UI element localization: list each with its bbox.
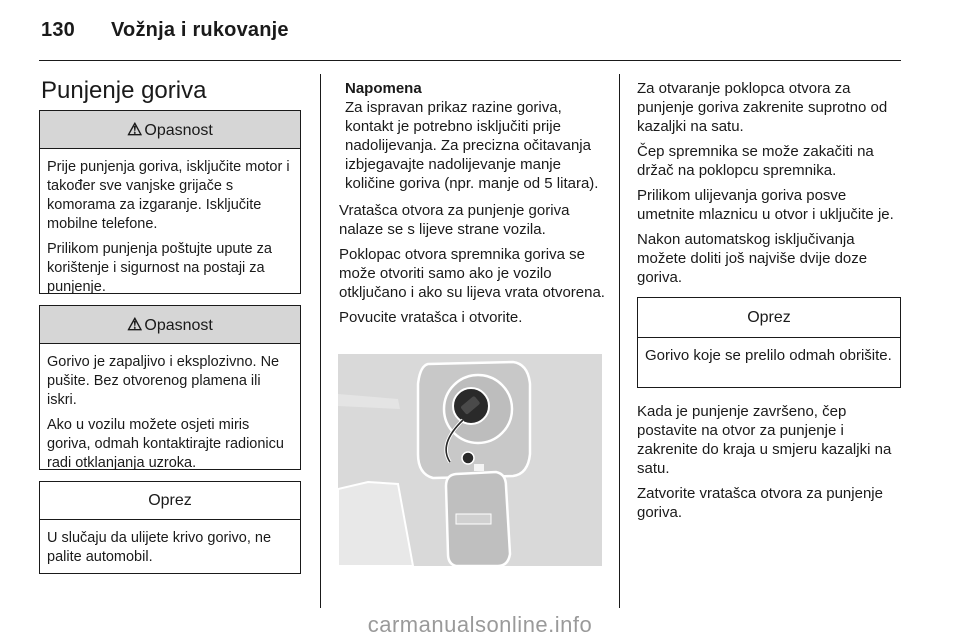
fuel-filler-drawing bbox=[338, 354, 602, 566]
chapter-title: Vožnja i rukovanje bbox=[111, 19, 289, 41]
right-column-top bbox=[637, 79, 903, 293]
danger-box-2-text-1: Gorivo je zapaljivo i eksplozivno. Ne pušite. Bez otvorenog plamena ili iskri. bbox=[47, 354, 280, 408]
danger-box-1-text-1: Prije punjenja goriva, isključite motor i također sve vanjske grijače s komorama za izgaranje. Isključite mobilne telefone. bbox=[47, 159, 290, 232]
middle-paragraph-3: Povucite vratašca i otvorite. bbox=[339, 309, 523, 326]
note-title: Napomena bbox=[345, 80, 422, 97]
column-divider-right bbox=[619, 74, 620, 608]
right-paragraph-3: Prilikom ulijevanja goriva posve umetnite mlaznicu u otvor i uključite je. bbox=[637, 187, 894, 223]
fuel-filler-illustration bbox=[338, 354, 602, 566]
note-block bbox=[339, 79, 607, 193]
danger-box-2 bbox=[39, 305, 301, 470]
caution-box-right-body bbox=[638, 338, 900, 365]
caution-box-right bbox=[637, 297, 901, 388]
caution-box-left-body bbox=[40, 520, 300, 567]
watermark: carmanualsonline.info bbox=[367, 612, 593, 637]
middle-paragraph-2: Poklopac otvora spremnika goriva se može otvoriti samo ako je vozilo otključano i ako su lijeva vrata otvorena. bbox=[339, 246, 605, 301]
caution-box-right-header: Oprez bbox=[638, 298, 900, 338]
page-header bbox=[41, 19, 289, 42]
header-divider bbox=[39, 60, 901, 61]
page-number: 130 bbox=[41, 19, 75, 41]
right-paragraph-1: Za otvaranje poklopca otvora za punjenje goriva zakrenite suprotno od kazaljki na satu. bbox=[637, 80, 888, 135]
caution-box-left-header: Oprez bbox=[40, 482, 300, 520]
middle-paragraph-1: Vratašca otvora za punjenje goriva nalaze se s lijeve strane vozila. bbox=[339, 202, 570, 238]
right-paragraph-2: Čep spremnika se može zakačiti na držač na poklopcu spremnika. bbox=[637, 143, 874, 179]
note-text: Za ispravan prikaz razine goriva, kontakt je potrebno isključiti prije nadolijevanja. Za precizna očitavanja izbjegavajte nadolijevanje manje količine goriva (npr. manje od 5 litara). bbox=[345, 99, 599, 192]
danger-box-1-header bbox=[40, 111, 300, 149]
danger-box-1 bbox=[39, 110, 301, 294]
caution-box-left bbox=[39, 481, 301, 574]
warning-triangle-icon: ⚠ bbox=[127, 315, 143, 334]
caution-box-right-text: Gorivo koje se prelilo odmah obrišite. bbox=[645, 347, 892, 364]
right-paragraph-5: Kada je punjenje završeno, čep postavite na otvor za punjenje i zakrenite do kraja u smjeru kazaljki na satu. bbox=[637, 403, 892, 477]
caution-box-left-text: U slučaju da ulijete krivo gorivo, ne palite automobil. bbox=[47, 530, 272, 565]
right-paragraph-6: Zatvorite vratašca otvora za punjenje goriva. bbox=[637, 485, 883, 521]
danger-box-2-text-2: Ako u vozilu možete osjeti miris goriva, odmah kontaktirajte radionicu radi otklanjanja uzroka. bbox=[47, 417, 284, 471]
danger-box-1-title: Opasnost bbox=[144, 122, 213, 139]
warning-triangle-icon: ⚠ bbox=[127, 120, 143, 139]
column-divider-left bbox=[320, 74, 321, 608]
danger-box-2-header bbox=[40, 306, 300, 344]
right-column-bottom bbox=[637, 402, 903, 528]
section-title: Punjenje goriva bbox=[41, 77, 207, 104]
danger-box-2-title: Opasnost bbox=[144, 317, 213, 334]
danger-box-2-body bbox=[40, 344, 300, 473]
danger-box-1-text-2: Prilikom punjenja poštujte upute za korištenje i sigurnost na postaji za punjenje. bbox=[47, 241, 272, 295]
right-paragraph-4: Nakon automatskog isključivanja možete doliti još najviše dvije doze goriva. bbox=[637, 231, 868, 286]
danger-box-1-body bbox=[40, 149, 300, 297]
middle-column bbox=[339, 79, 607, 333]
